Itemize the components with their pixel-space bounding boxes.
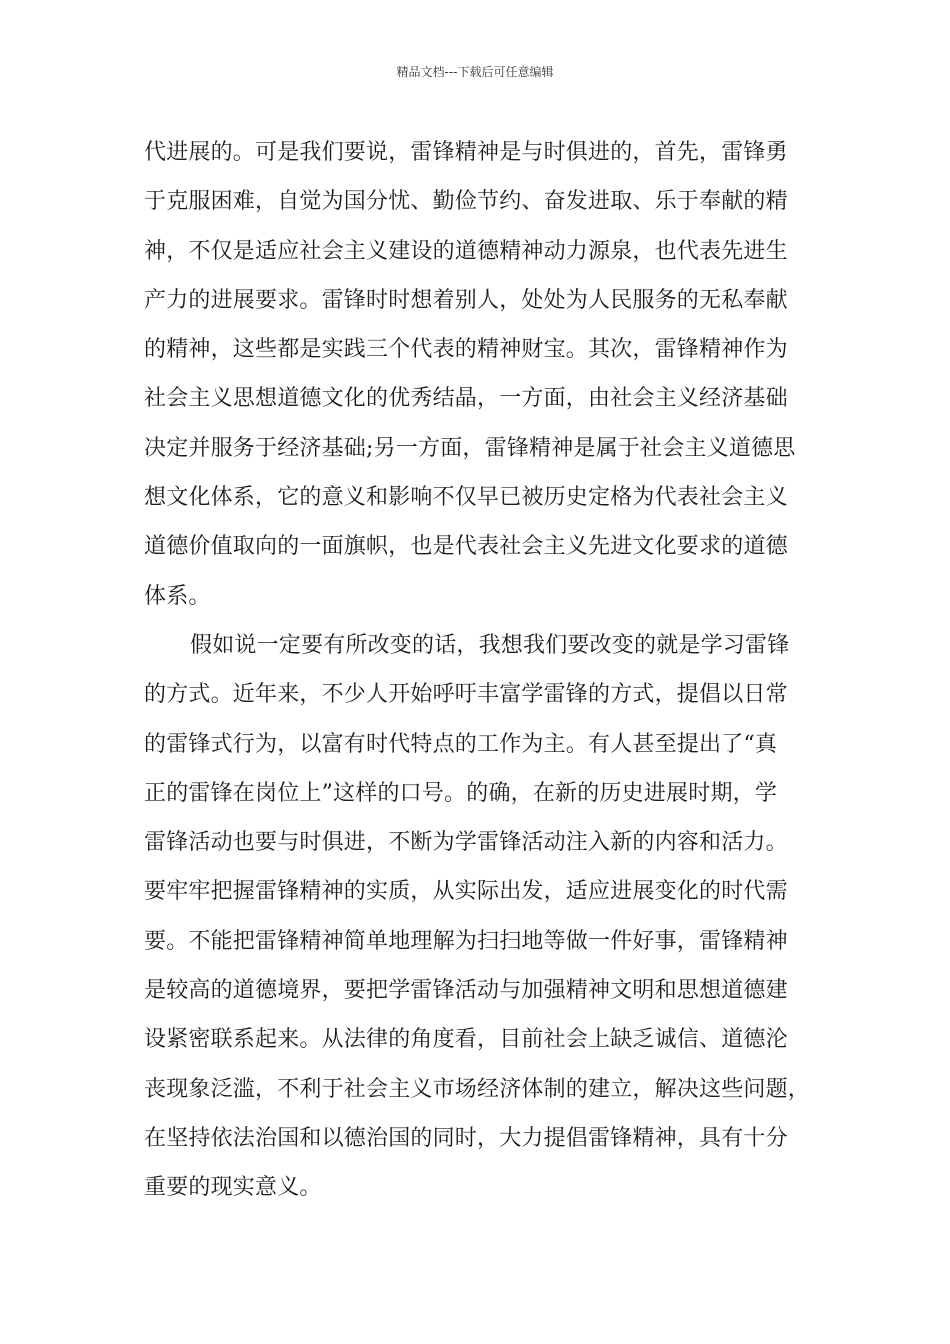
text-line: 产力的进展要求。雷锋时时想着别人，处处为人民服务的无私奉献: [144, 287, 788, 313]
text-line: 在坚持依法治国和以德治国的同时，大力提倡雷锋精神，具有十分: [144, 1125, 788, 1151]
text-line: 设紧密联系起来。从法律的角度看，目前社会上缺乏诚信、道德沦: [144, 1027, 788, 1053]
text-line: 要牢牢把握雷锋精神的实质，从实际出发，适应进展变化的时代需: [144, 879, 788, 905]
page-header: 精品文档---下载后可任意编辑: [396, 65, 554, 79]
text-line: 正的雷锋在岗位上”这样的口号。的确，在新的历史进展时期，学: [144, 780, 778, 806]
text-line: 要。不能把雷锋精神简单地理解为扫扫地等做一件好事，雷锋精神: [144, 928, 788, 954]
text-line: 社会主义思想道德文化的优秀结晶，一方面，由社会主义经济基础: [144, 386, 788, 412]
text-line: 假如说一定要有所改变的话，我想我们要改变的就是学习雷锋: [190, 632, 790, 658]
text-line: 的雷锋式行为，以富有时代特点的工作为主。有人甚至提出了“真: [144, 731, 778, 757]
text-line: 雷锋活动也要与时俱进，不断为学雷锋活动注入新的内容和活力。: [144, 830, 788, 856]
text-line: 于克服困难，自觉为国分忧、勤俭节约、奋发进取、乐于奉献的精: [144, 189, 788, 215]
text-line: 丧现象泛滥，不利于社会主义市场经济体制的建立，解决这些问题，: [144, 1076, 811, 1102]
text-line: 是较高的道德境界，要把学雷锋活动与加强精神文明和思想道德建: [144, 978, 788, 1004]
text-line: 想文化体系，它的意义和影响不仅早已被历史定格为代表社会主义: [144, 485, 788, 511]
text-line: 的方式。近年来，不少人开始呼吁丰富学雷锋的方式，提倡以日常: [144, 682, 788, 708]
text-line: 神，不仅是适应社会主义建设的道德精神动力源泉，也代表先进生: [144, 238, 788, 264]
text-line: 重要的现实意义。: [144, 1175, 322, 1201]
text-line: 的精神，这些都是实践三个代表的精神财宝。其次，雷锋精神作为: [144, 337, 788, 363]
text-line: 代进展的。可是我们要说，雷锋精神是与时俱进的，首先，雷锋勇: [144, 140, 788, 165]
text-line: 决定并服务于经济基础;另一方面，雷锋精神是属于社会主义道德思: [144, 435, 796, 461]
paragraph-2: [144, 621, 811, 1213]
text-line: 道德价值取向的一面旗帜，也是代表社会主义先进文化要求的道德: [144, 534, 788, 560]
paragraph-1: [144, 128, 808, 621]
text-line: 体系。: [144, 583, 211, 609]
document-body: [144, 128, 811, 1213]
